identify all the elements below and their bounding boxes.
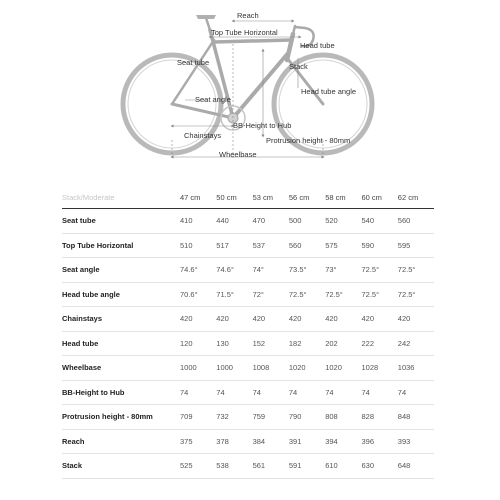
row-label: Seat angle [62,258,180,283]
table-cell: 74.6° [180,258,216,283]
table-cell: 420 [253,307,289,332]
table-cell: 72° [253,282,289,307]
table-cell: 420 [180,307,216,332]
table-cell: 709 [180,405,216,430]
table-body [62,209,434,479]
row-label: Chainstays [62,307,180,332]
table-row [62,307,434,332]
table-cell: 500 [289,209,325,234]
table-cell: 70.6° [180,282,216,307]
table-cell: 808 [325,405,361,430]
table-cell: 120 [180,331,216,356]
table-cell: 470 [253,209,289,234]
table-cell: 1000 [180,356,216,381]
table-cell: 74 [361,380,397,405]
table-cell: 384 [253,429,289,454]
table-cell: 72.5° [325,282,361,307]
table-cell: 440 [216,209,252,234]
label-top-tube-horizontal: Top Tube Horizontal [211,28,278,37]
table-cell: 648 [398,454,434,479]
label-seat-tube: Seat tube [177,58,210,67]
label-stack: Stack [289,62,308,71]
table-cell: 420 [325,307,361,332]
table-cell: 74 [216,380,252,405]
label-bb-height: BB-Height to Hub [233,121,292,130]
table-cell: 828 [361,405,397,430]
table-cell: 393 [398,429,434,454]
table-row [62,405,434,430]
table-cell: 561 [253,454,289,479]
table-cell: 1020 [325,356,361,381]
table-cell: 74° [253,258,289,283]
row-label: BB-Height to Hub [62,380,180,405]
table-cell: 538 [216,454,252,479]
size-header: 50 cm [216,186,252,209]
row-label: Reach [62,429,180,454]
table-cell: 420 [361,307,397,332]
label-seat-angle: Seat angle [195,95,231,104]
table-cell: 420 [289,307,325,332]
table-row [62,356,434,381]
table-cell: 630 [361,454,397,479]
table-cell: 182 [289,331,325,356]
table-header-row [62,186,434,209]
table-cell: 1000 [216,356,252,381]
size-header: 56 cm [289,186,325,209]
row-label: Top Tube Horizontal [62,233,180,258]
geometry-table [62,186,434,479]
table-cell: 152 [253,331,289,356]
size-header: 58 cm [325,186,361,209]
table-cell: 525 [180,454,216,479]
table-row [62,282,434,307]
row-label: Head tube [62,331,180,356]
table-cell: 1020 [289,356,325,381]
table-cell: 510 [180,233,216,258]
bike-geometry-diagram [0,0,500,168]
table-cell: 71.5° [216,282,252,307]
table-cell: 591 [289,454,325,479]
table-cell: 590 [361,233,397,258]
table-cell: 1008 [253,356,289,381]
table-cell: 540 [361,209,397,234]
table-cell: 420 [216,307,252,332]
table-cell: 420 [398,307,434,332]
table-cell: 74.6° [216,258,252,283]
bike-illustration [0,0,500,168]
table-row [62,258,434,283]
table-cell: 375 [180,429,216,454]
table-cell: 396 [361,429,397,454]
table-cell: 732 [216,405,252,430]
table-cell: 848 [398,405,434,430]
table-cell: 560 [289,233,325,258]
size-header: 60 cm [361,186,397,209]
table-cell: 759 [253,405,289,430]
table-cell: 72.5° [361,282,397,307]
corner-label: Stack/Moderate [62,186,180,209]
table-cell: 610 [325,454,361,479]
table-cell: 391 [289,429,325,454]
row-label: Protrusion height - 80mm [62,405,180,430]
table-cell: 72.5° [361,258,397,283]
table-cell: 517 [216,233,252,258]
table-cell: 410 [180,209,216,234]
table-cell: 1028 [361,356,397,381]
table-cell: 72.5° [398,282,434,307]
row-label: Stack [62,454,180,479]
table-cell: 520 [325,209,361,234]
table-cell: 378 [216,429,252,454]
label-chainstays: Chainstays [184,131,222,140]
size-header: 53 cm [253,186,289,209]
table-cell: 560 [398,209,434,234]
row-label: Head tube angle [62,282,180,307]
table-cell: 130 [216,331,252,356]
table-cell: 394 [325,429,361,454]
size-header: 62 cm [398,186,434,209]
table-row [62,380,434,405]
table-cell: 72.5° [398,258,434,283]
table-cell: 74 [398,380,434,405]
table-row [62,429,434,454]
label-head-tube-angle: Head tube angle [301,87,357,96]
label-reach: Reach [237,11,259,20]
row-label: Wheelbase [62,356,180,381]
table-cell: 537 [253,233,289,258]
table-cell: 72.5° [289,282,325,307]
table-cell: 74 [289,380,325,405]
table-row [62,454,434,479]
size-header: 47 cm [180,186,216,209]
table-row [62,233,434,258]
table-cell: 595 [398,233,434,258]
table-cell: 575 [325,233,361,258]
table-cell: 1036 [398,356,434,381]
table-row [62,209,434,234]
label-protrusion-height: Protrusion height - 80mm [266,136,351,145]
table-cell: 73° [325,258,361,283]
table-cell: 74 [253,380,289,405]
table-cell: 74 [180,380,216,405]
label-head-tube: Head tube [300,41,335,50]
table-cell: 202 [325,331,361,356]
table-row [62,331,434,356]
table-cell: 242 [398,331,434,356]
row-label: Seat tube [62,209,180,234]
table-cell: 790 [289,405,325,430]
table-cell: 74 [325,380,361,405]
table-cell: 222 [361,331,397,356]
table-cell: 73.5° [289,258,325,283]
label-wheelbase: Wheelbase [219,150,257,159]
